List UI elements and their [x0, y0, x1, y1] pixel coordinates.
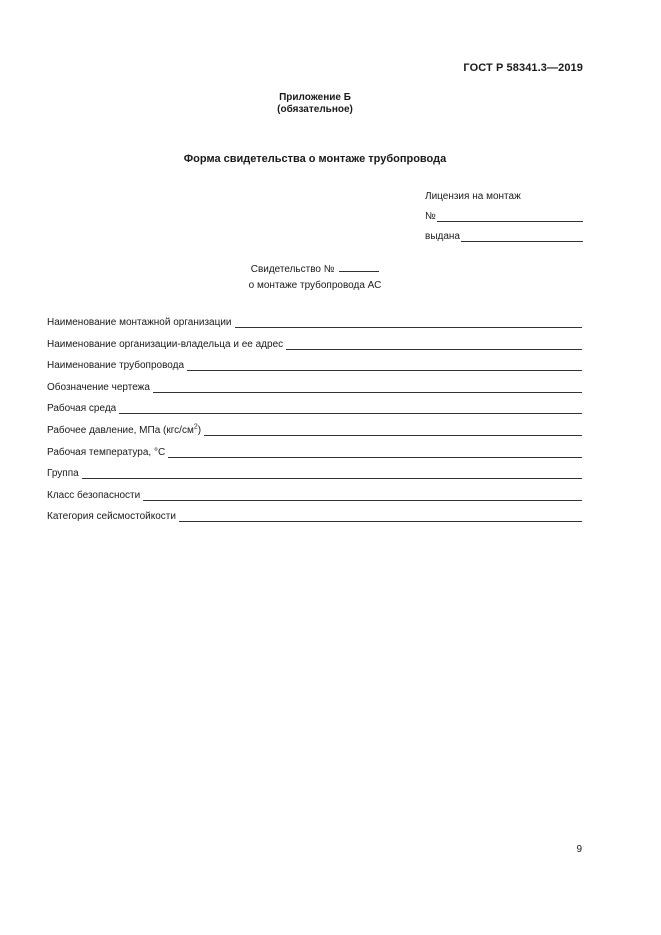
field-blank[interactable]	[235, 318, 583, 328]
field-blank[interactable]	[143, 491, 582, 501]
field-row	[47, 338, 582, 350]
field-label: Группа	[47, 468, 79, 480]
page-number: 9	[576, 844, 582, 855]
field-label: Наименование монтажной организации	[47, 317, 232, 328]
field-blank[interactable]	[153, 383, 582, 393]
certificate-subject: о монтаже трубопровода АС	[248, 280, 382, 291]
license-number-blank[interactable]	[437, 212, 583, 222]
license-heading-row	[425, 190, 583, 202]
field-label: Обозначение чертежа	[47, 381, 150, 393]
field-blank[interactable]	[119, 404, 582, 414]
field-row	[47, 510, 582, 522]
form-title: Форма свидетельства о монтаже трубопровода	[183, 153, 447, 165]
field-label: Категория сейсмостойкости	[47, 511, 176, 523]
license-issued-row	[425, 230, 583, 242]
field-label-pressure	[47, 425, 201, 436]
field-row	[47, 446, 582, 458]
license-number-row	[425, 210, 583, 222]
field-row	[47, 381, 582, 393]
field-row	[47, 402, 582, 414]
field-blank[interactable]	[82, 469, 582, 479]
field-row	[47, 316, 582, 328]
pressure-label-sup: 2	[193, 423, 198, 431]
standard-code: ГОСТ Р 58341.3—2019	[463, 62, 583, 74]
license-block	[425, 190, 583, 250]
annex-subtitle: (обязательное)	[277, 104, 353, 115]
certificate-number-blank[interactable]	[339, 262, 379, 272]
certificate-number-label: Свидетельство №	[250, 264, 335, 275]
field-label: Наименование трубопровода	[47, 360, 185, 372]
field-label: Рабочая среда	[47, 403, 117, 415]
form-fields	[47, 316, 582, 532]
pressure-label-text: Рабочее давление, МПа (кгс/см	[47, 424, 194, 436]
field-row	[47, 467, 582, 479]
license-issued-label: выдана	[425, 231, 460, 242]
field-blank[interactable]	[187, 361, 582, 371]
license-heading: Лицензия на монтаж	[425, 191, 521, 202]
field-row	[47, 489, 582, 501]
field-blank[interactable]	[204, 426, 582, 436]
field-blank[interactable]	[286, 340, 582, 350]
field-row	[47, 359, 582, 371]
certificate-number-line	[0, 262, 630, 275]
license-issued-blank[interactable]	[461, 232, 583, 242]
field-label: Наименование организации-владельца и ее адрес	[47, 338, 284, 350]
annex-title: Приложение Б	[279, 92, 351, 103]
field-row	[47, 424, 582, 436]
pressure-label-end: )	[197, 424, 202, 436]
field-label: Рабочая температура, °С	[47, 446, 166, 458]
field-blank[interactable]	[179, 512, 582, 522]
field-label: Класс безопасности	[47, 489, 141, 501]
license-number-label: №	[425, 211, 436, 222]
field-blank[interactable]	[168, 448, 582, 458]
